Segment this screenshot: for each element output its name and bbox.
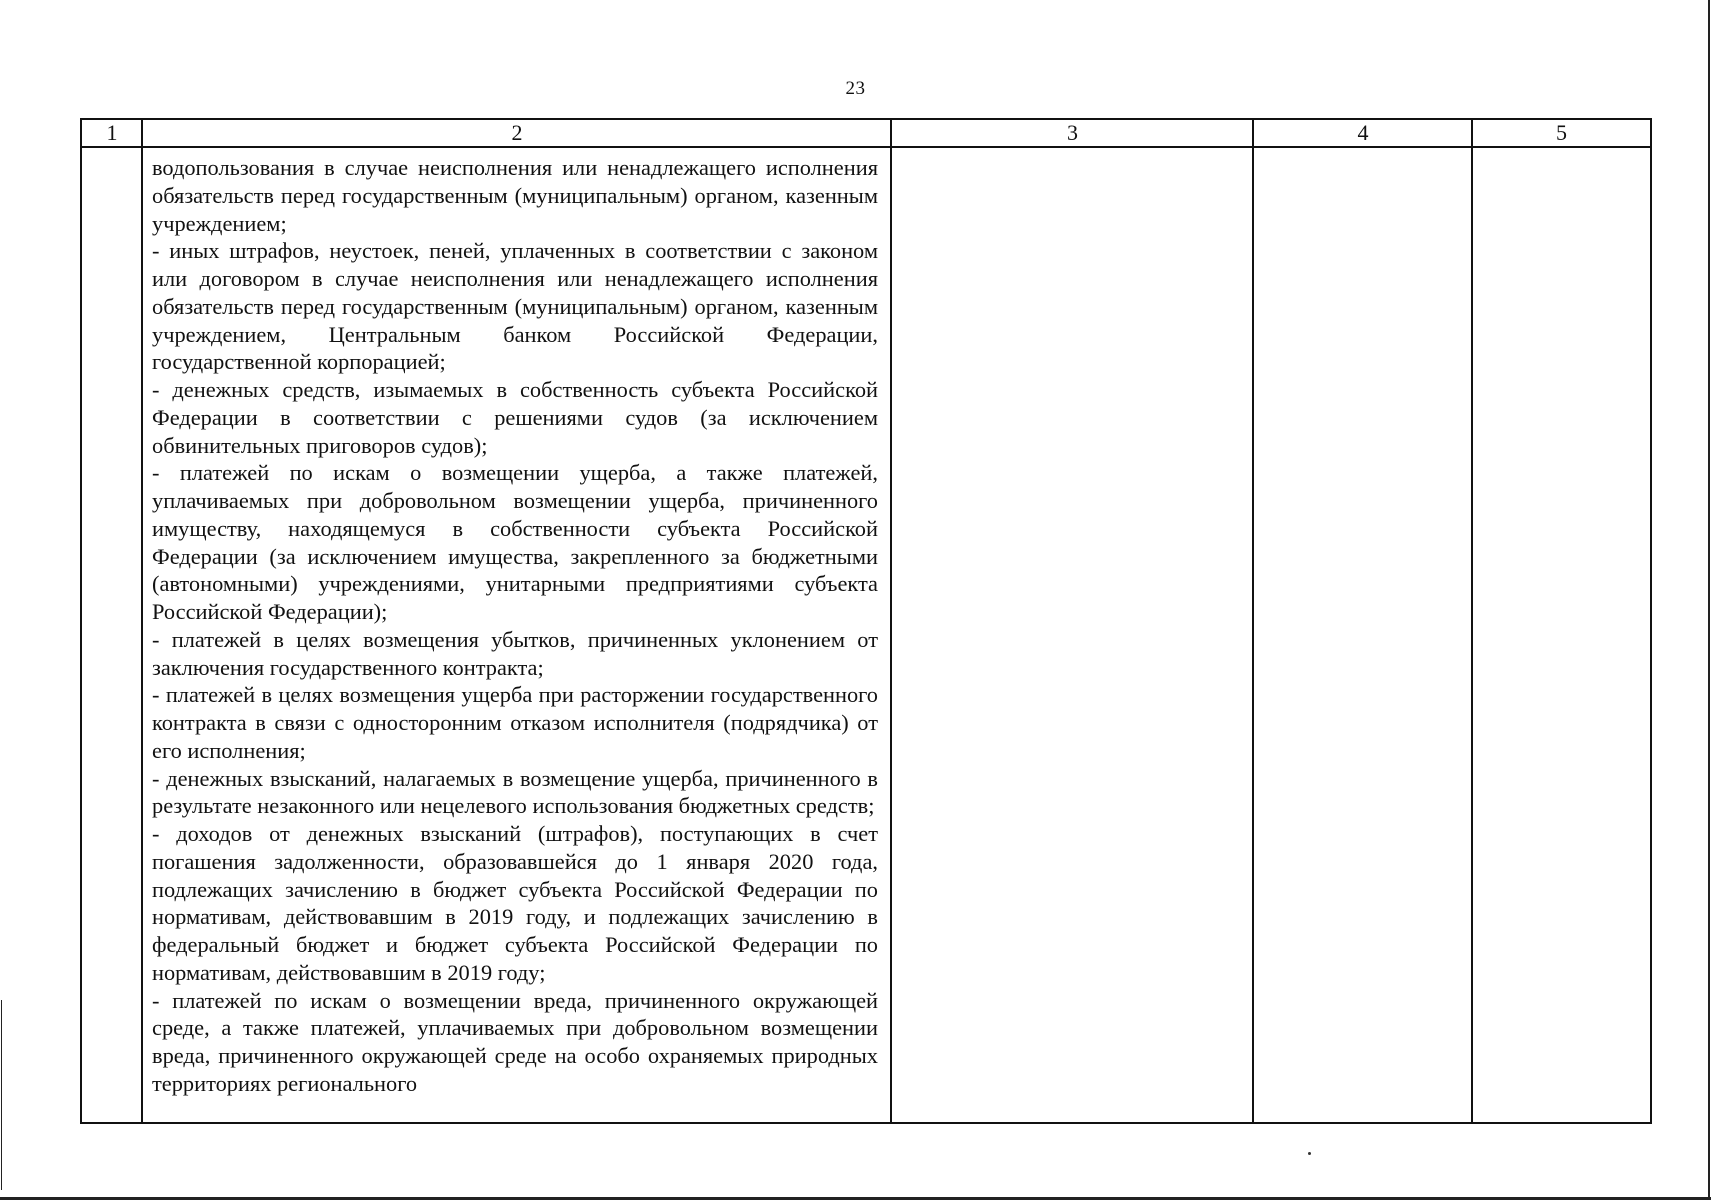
scan-edge-left (1, 1000, 2, 1190)
scan-edge-right (1708, 0, 1710, 1200)
page-number: 23 (845, 78, 866, 99)
paragraph: водопользования в случае неисполнения или ненадлежащего исполнения обязательств перед государственным (муниципальным) органом, казенным учреждением; (152, 155, 878, 236)
table-header-row (82, 120, 1650, 148)
paragraph: - платежей по искам о возмещении ущерба, а также платежей, уплачиваемых при добровольном возмещении ущерба, причиненного имуществу, находящемуся в собственности субъекта Российской Федерации (за исключением имущества, закрепленного за бюджетными (автономными) учреждениями, унитарными предприятиями субъекта Российской Федерации); (152, 460, 878, 624)
column-header-5: 5 (1556, 120, 1567, 145)
paragraph: - платежей в целях возмещения убытков, причиненных уклонением от заключения государственного контракта; (152, 626, 878, 680)
paragraph: - платежей по искам о возмещении вреда, причиненного окружающей среде, а также платежей, уплачиваемых при добровольном возмещении вреда, причиненного окружающей среде на особо охраняемых природных территориях регионального (152, 987, 878, 1096)
column-header-4: 4 (1357, 120, 1369, 145)
document-table (80, 118, 1652, 1124)
column-header-2: 2 (511, 120, 523, 145)
column-header-1: 1 (106, 120, 118, 145)
column-header-3: 3 (1067, 120, 1078, 145)
paragraph: - платежей в целях возмещения ущерба при расторжении государственного контракта в связи с односторонним отказом исполнителя (подрядчика) от его исполнения; (152, 682, 878, 763)
column-divider-4 (1471, 120, 1473, 1122)
column-2-text (152, 154, 878, 1098)
column-divider-2 (890, 120, 892, 1122)
paragraph: - иных штрафов, неустоек, пеней, уплаченных в соответствии с законом или договором в случае неисполнения или ненадлежащего исполнения обязательств перед государственным (муниципальным) органом, казенным учреждением, Центральным банком Российской Федерации, государственной корпорацией; (152, 238, 878, 375)
column-divider-3 (1252, 120, 1254, 1122)
paragraph: - денежных средств, изымаемых в собственность субъекта Российской Федерации в соответствии с решениями судов (за исключением обвинительных приговоров судов); (152, 377, 878, 458)
paragraph: - денежных взысканий, налагаемых в возмещение ущерба, причиненного в результате незаконного или нецелевого использования бюджетных средств; (152, 765, 878, 819)
paragraph: - доходов от денежных взысканий (штрафов), поступающих в счет погашения задолженности, образовавшейся до 1 января 2020 года, подлежащих зачислению в бюджет субъекта Российской Федерации по нормативам, действовавшим в 2019 году, и подлежащих зачислению в федеральный бюджет и бюджет субъекта Российской Федерации по нормативам, действовавшим в 2019 году; (152, 821, 878, 985)
scan-speck (1308, 1152, 1311, 1155)
column-divider-1 (141, 120, 143, 1122)
